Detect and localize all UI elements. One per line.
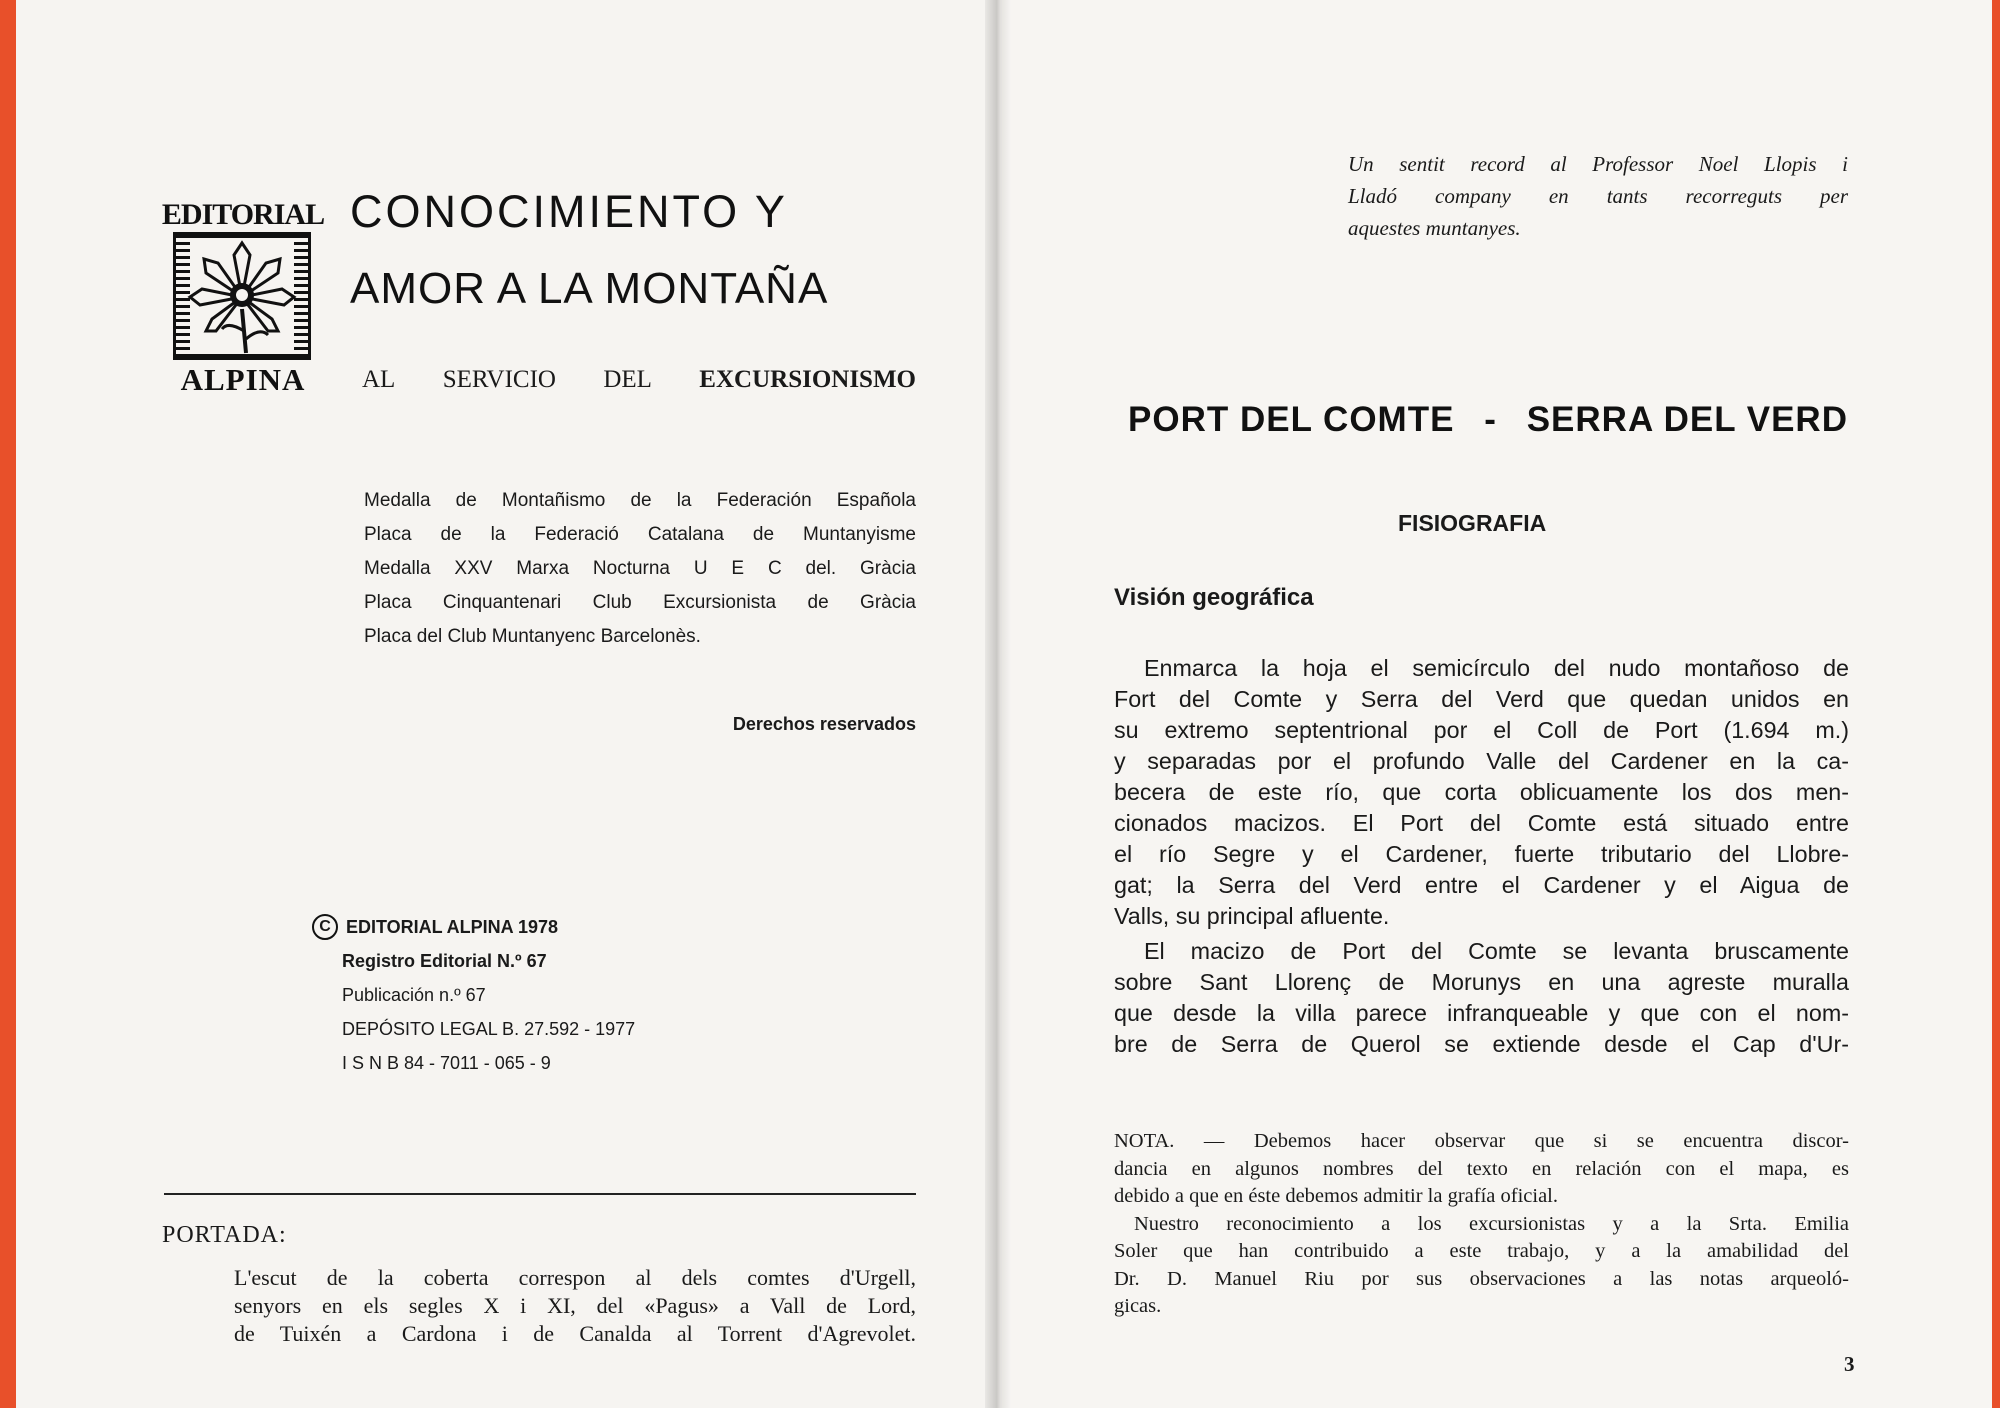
body-line: y separadas por el profundo Valle del Cardener en la ca- xyxy=(1114,748,1849,774)
rights-reserved: Derechos reservados xyxy=(732,714,916,734)
body-line: su extremo septentrional por el Coll de Port (1.694 m.) xyxy=(1114,717,1849,743)
portada-line: senyors en els segles X i XI, del «Pagus» a Vall de Lord, xyxy=(234,1293,916,1318)
publisher-line: Registro Editorial N.º 67 xyxy=(342,951,547,971)
subtitle-word: AL xyxy=(362,366,396,393)
body-line: becera de este río, que corta oblicuamente los dos men- xyxy=(1114,779,1849,805)
award-line: Placa de la Federació Catalana de Muntanyisme xyxy=(364,524,916,545)
dedication-line: aquestes muntanyes. xyxy=(1348,216,1521,240)
subsection-heading: Visión geográfica xyxy=(1114,584,1314,611)
subtitle-word: EXCURSIONISMO xyxy=(699,366,916,393)
logo-bottom-text: ALPINA xyxy=(180,362,306,397)
book-title-line-2: AMOR A LA MONTAÑA xyxy=(350,264,829,313)
subtitle-word: DEL xyxy=(603,366,652,393)
publisher-line: Publicación n.º 67 xyxy=(342,985,486,1005)
publisher-line: I S N B 84 - 7011 - 065 - 9 xyxy=(342,1053,551,1073)
portada-heading: PORTADA: xyxy=(162,1222,287,1248)
edelweiss-icon xyxy=(173,232,311,360)
title-part: SERRA DEL VERD xyxy=(1526,400,1848,439)
subtitle-word: SERVICIO xyxy=(442,366,556,393)
note-line: Dr. D. Manuel Riu por sus observaciones a las notas arqueoló- xyxy=(1114,1267,1849,1290)
body-line: Fort del Comte y Serra del Verd que quedan unidos en xyxy=(1114,686,1849,712)
body-line: sobre Sant Llorenç de Morunys en una agreste muralla xyxy=(1114,969,1849,995)
book-title-line-1: CONOCIMIENTO Y xyxy=(350,186,788,237)
publisher-line: EDITORIAL ALPINA 1978 xyxy=(346,917,559,937)
note-line: Soler que han contribuido a este trabajo, y a la amabilidad del xyxy=(1114,1240,1849,1262)
body-text xyxy=(1114,653,1849,1060)
body-line: cionados macizos. El Port del Comte está situado entre xyxy=(1114,810,1849,836)
body-line: Valls, su principal afluente. xyxy=(1114,903,1390,929)
title-part: PORT DEL COMTE xyxy=(1128,400,1455,439)
portada-text xyxy=(234,1264,916,1348)
section-heading: FISIOGRAFIA xyxy=(1398,510,1547,536)
award-line: Placa Cinquantenari Club Excursionista de Gràcia xyxy=(364,592,916,613)
note-line: dancia en algunos nombres del texto en relación con el mapa, es xyxy=(1114,1157,1849,1180)
note-line: gicas. xyxy=(1114,1295,1162,1317)
chapter-title xyxy=(1128,400,1848,440)
publication-info xyxy=(312,910,635,1080)
body-line: que desde la villa parece infranqueable y que con el nom- xyxy=(1114,1000,1849,1026)
book-subtitle xyxy=(362,366,916,394)
note-text xyxy=(1114,1128,1849,1321)
award-line: Placa del Club Muntanyenc Barcelonès. xyxy=(364,626,701,647)
note-line: NOTA. — Debemos hacer observar que si se encuentra discor- xyxy=(1114,1130,1849,1152)
body-line: bre de Serra de Querol se extiende desde el Cap d'Ur- xyxy=(1114,1031,1849,1057)
copyright-line xyxy=(312,910,635,944)
dedication-line: Lladó company en tants recorreguts per xyxy=(1348,184,1848,208)
title-part: - xyxy=(1484,400,1497,439)
body-line: Enmarca la hoja el semicírculo del nudo montañoso de xyxy=(1144,655,1849,681)
editorial-alpina-logo xyxy=(161,198,325,398)
logo-top-text: EDITORIAL xyxy=(161,198,325,231)
body-line: gat; la Serra del Verd entre el Cardener y el Aigua de xyxy=(1114,872,1849,898)
portada-line: L'escut de la coberta correspon al dels comtes d'Urgell, xyxy=(234,1265,916,1290)
body-line: El macizo de Port del Comte se levanta bruscamente xyxy=(1144,938,1849,964)
award-line: Medalla de Montañismo de la Federación Española xyxy=(364,490,916,511)
copyright-icon: C xyxy=(312,914,338,940)
dedication-line: Un sentit record al Professor Noel Llopis i xyxy=(1348,152,1848,176)
book-gutter xyxy=(985,0,1011,1408)
publisher-line: DEPÓSITO LEGAL B. 27.592 - 1977 xyxy=(342,1019,636,1039)
note-line: Nuestro reconocimiento a los excursionistas y a la Srta. Emilia xyxy=(1134,1212,1849,1235)
right-page xyxy=(1002,0,1992,1408)
portada-line: de Tuixén a Cardona i de Canalda al Torrent d'Agrevolet. xyxy=(234,1321,916,1346)
dedication xyxy=(1348,148,1848,244)
left-page xyxy=(16,0,1002,1408)
body-line: el río Segre y el Cardener, fuerte tributario del Llobre- xyxy=(1114,841,1849,867)
page-number: 3 xyxy=(1844,1352,1855,1376)
award-line: Medalla XXV Marxa Nocturna U E C del. Gràcia xyxy=(364,558,916,579)
divider xyxy=(164,1193,916,1195)
awards-list xyxy=(364,484,916,654)
note-line: debido a que en éste debemos admitir la grafía oficial. xyxy=(1114,1185,1558,1207)
